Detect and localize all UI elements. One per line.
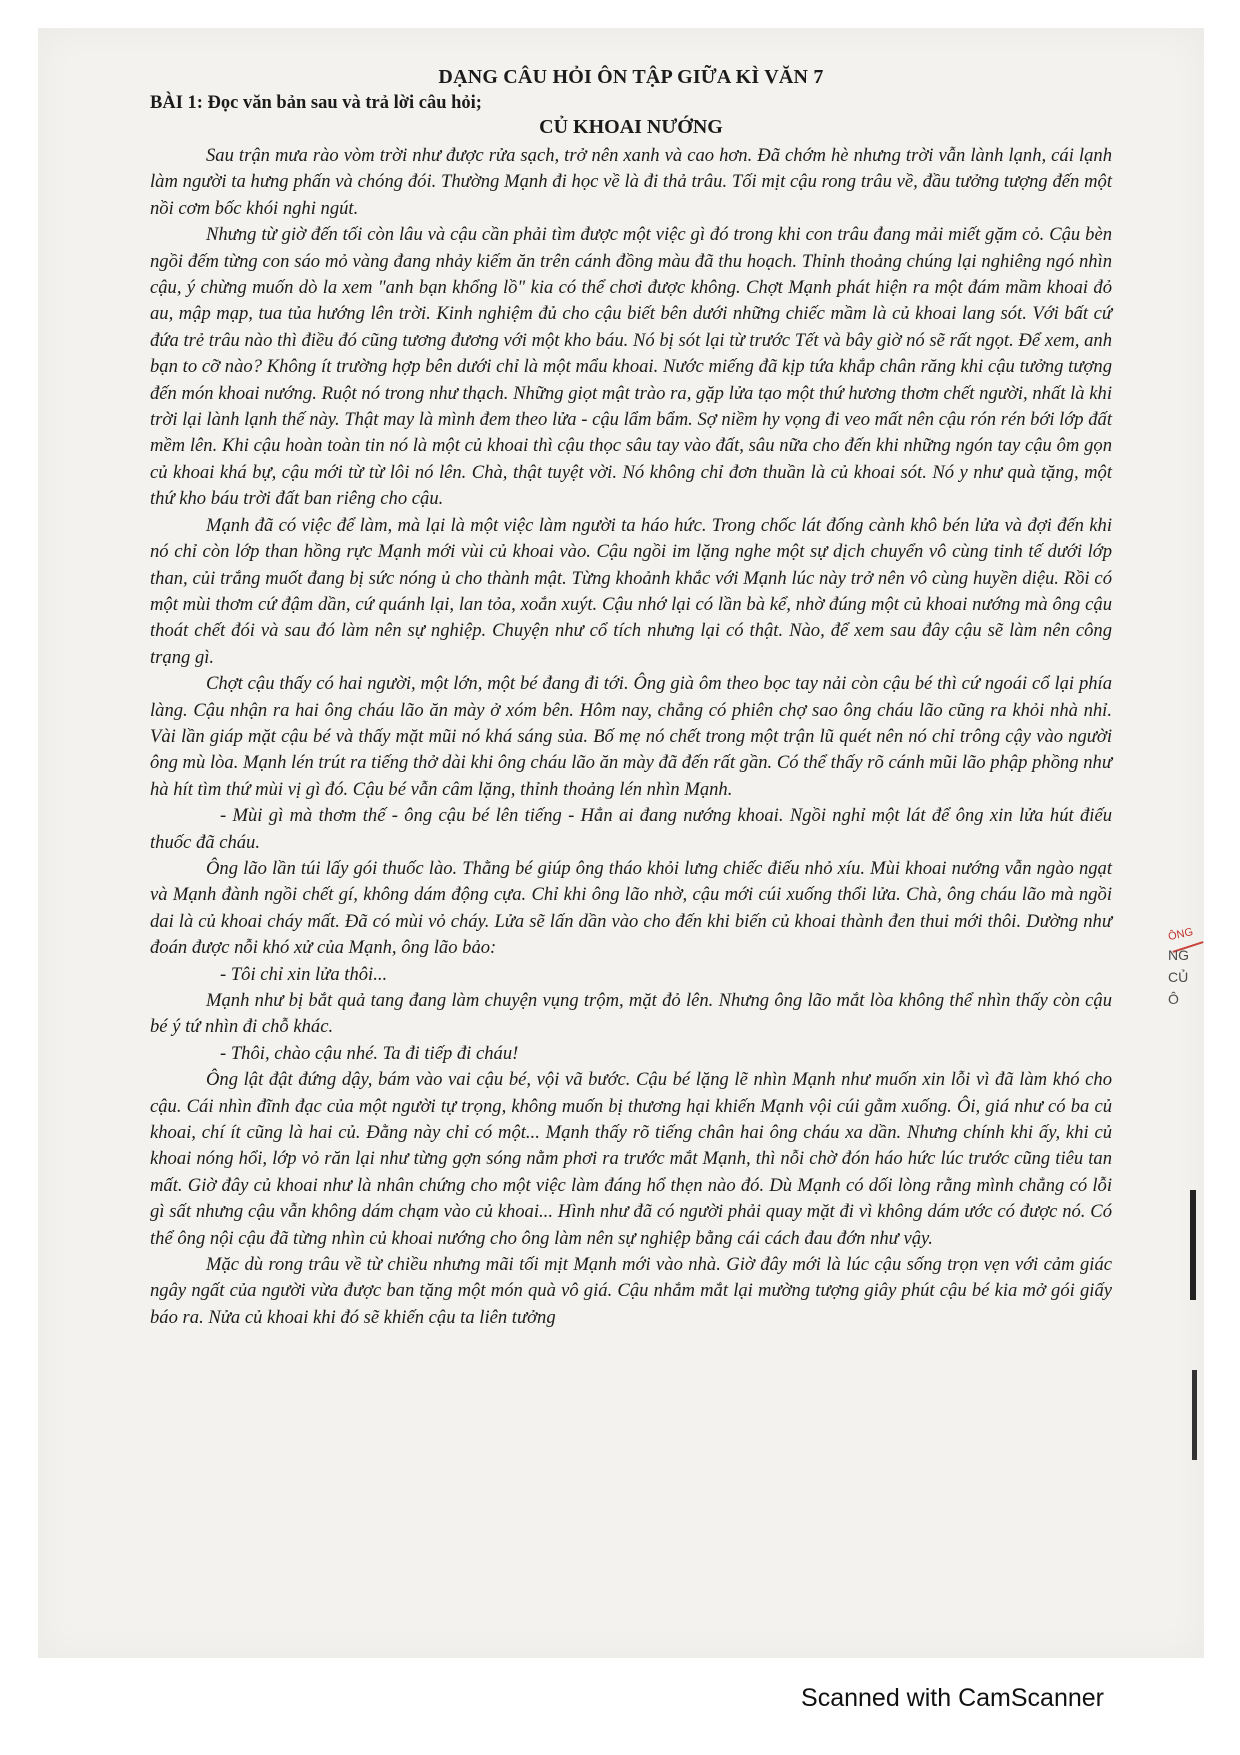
dialogue-line: - Thôi, chào cậu nhé. Ta đi tiếp đi cháu!	[220, 1042, 519, 1064]
margin-fragment: Ô	[1168, 991, 1179, 1007]
story-paragraph: Mạnh đã có việc để làm, mà lại là một việc làm người ta háo hức. Trong chốc lát đống cành khô bén lửa và đợi đến khi nó chỉ còn lớp than hồng rực Mạnh mới vùi củ khoai vào. Cậu ngồi im lặng nghe một sự dịch chuyển vô cùng tinh tế dưới lớp than, củi trắng muốt đang bị sức nóng ủ cho thành mật. Từng khoảnh khắc với Mạnh lúc này trở nên vô cùng huyền diệu. Rồi có một mùi thơm cứ đậm dần, cứ quánh lại, lan tỏa, xoắn xuýt. Cậu nhớ lại có lần bà kể, nhờ đúng một củ khoai nướng mà ông cậu thoát chết đói và sau đó làm nên sự nghiệp. Chuyện như cổ tích nhưng lại có thật. Nào, để xem sau đây cậu sẽ làm nên công trạng gì.	[150, 514, 1112, 668]
story-paragraph: Sau trận mưa rào vòm trời như được rửa sạch, trở nên xanh và cao hơn. Đã chớm hè nhưng trời vẫn lành lạnh, cái lạnh làm người ta hưng phấn và chóng đói. Thường Mạnh đi học về là đi thả trâu. Tối mịt cậu rong trâu về, đầu tưởng tượng đến một nồi cơm bốc khói nghi ngút.	[150, 145, 1112, 219]
right-margin-fragments	[1168, 922, 1208, 1010]
scan-edge-shadow	[1190, 1190, 1196, 1300]
story-paragraph: Mạnh như bị bắt quả tang đang làm chuyện vụng trộm, mặt đỏ lên. Nhưng ông lão mắt lòa không thể nhìn thấy còn cậu bé ý tứ nhìn đi chỗ khác.	[150, 990, 1112, 1038]
scan-edge-shadow	[1192, 1370, 1197, 1460]
margin-fragment: ÔNG	[1167, 926, 1195, 944]
margin-fragment: CỦ	[1168, 969, 1189, 985]
story-paragraph: Ông lão lần túi lấy gói thuốc lào. Thằng bé giúp ông tháo khỏi lưng chiếc điếu nhỏ xíu. Mùi khoai nướng vẫn ngào ngạt và Mạnh đành ngồi chết gí, không dám động cựa. Chỉ khi ông lão nhờ, cậu mới cúi xuống thổi lửa. Chà, ông cháu lão mà ngồi dai là củ khoai cháy mất. Đã có mùi vỏ cháy. Lửa sẽ lấn dần vào cho đến khi biến củ khoai thành đen thui mới thôi. Dường như đoán được nỗi khó xử của Mạnh, ông lão bảo:	[150, 857, 1112, 959]
camscanner-watermark: Scanned with CamScanner	[801, 1684, 1104, 1712]
story-paragraph: Ông lật đật đứng dậy, bám vào vai cậu bé, vội vã bước. Cậu bé lặng lẽ nhìn Mạnh như muốn xin lỗi vì đã làm khó cho cậu. Cái nhìn đĩnh đạc của một người tự trọng, không muốn bị thương hại khiến Mạnh vội cúi gằm xuống. Ôi, giá như có ba củ khoai, chí ít cũng là hai củ. Đằng này chỉ có một... Mạnh thấy rõ tiếng chân hai ông cháu xa dần. Nhưng chính khi ấy, khi củ khoai nóng hổi, lớp vỏ răn lại như từng gợn sóng nằm phơi ra trước mắt Mạnh, thì nỗi chờ đón háo hức lúc trước cũng tiêu tan mất. Giờ đây củ khoai như là nhân chứng cho một việc làm đáng hổ thẹn nào đó. Dù Mạnh có dối lòng rằng mình chẳng có lỗi gì sất nhưng cậu vẫn không dám chạm vào củ khoai... Hình như đã có người phải quay mặt đi vì không dám ước có được nó. Có thể ông nội cậu đã từng nhìn củ khoai nướng cho ông làm nên sự nghiệp bằng cái cách đau đớn như vậy.	[150, 1069, 1112, 1249]
document-body	[150, 44, 1112, 1331]
story-paragraph: Nhưng từ giờ đến tối còn lâu và cậu cần phải tìm được một việc gì đó trong khi con trâu đang mải miết gặm cỏ. Cậu bèn ngồi đếm từng con sáo mỏ vàng đang nhảy kiếm ăn trên cánh đồng màu đã thu hoạch. Thỉnh thoảng chúng lại nghiêng ngó nhìn cậu, ý chừng muốn dò la xem "anh bạn khổng lồ" kia có thể chơi được không. Chợt Mạnh phát hiện ra một đám mầm khoai đỏ au, mập mạp, tua tủa hướng lên trời. Kinh nghiệm đủ cho cậu biết bên dưới những chiếc mầm là củ khoai lang sót. Với bất cứ đứa trẻ trâu nào thì điều đó cũng tương đương với một kho báu. Nó bị sót lại từ trước Tết và bây giờ nó sẽ rất ngọt. Để xem, anh bạn to cỡ nào? Không ít trường hợp bên dưới chỉ là một mẩu khoai. Nước miếng đã kịp tứa khắp chân răng khi cậu tưởng tượng đến món khoai nướng. Ruột nó trong như thạch. Những giọt mật trào ra, gặp lửa tạo một thứ hương thơm chết người, nhất là khi trời lại lành lạnh thế này. Thật may là mình đem theo lửa - cậu lẩm bẩm. Sợ niềm hy vọng đi veo mất nên cậu rón rén bới lớp đất mềm lên. Khi cậu hoàn toàn tin nó là một củ khoai thì cậu thọc sâu tay vào đất, sâu nữa cho đến khi những ngón tay cậu ôm gọn củ khoai khá bự, cậu mới từ từ lôi nó lên. Chà, thật tuyệt vời. Nó không chỉ đơn thuần là củ khoai sót. Nó y như quà tặng, một thứ kho báu trời đất ban riêng cho cậu.	[150, 224, 1112, 510]
margin-fragment: NG	[1168, 947, 1189, 963]
dialogue-line: - Tôi chỉ xin lửa thôi...	[220, 963, 388, 985]
story-paragraph: Chợt cậu thấy có hai người, một lớn, một bé đang đi tới. Ông già ôm theo bọc tay nải còn cậu bé thì cứ ngoái cổ lại phía làng. Cậu nhận ra hai ông cháu lão ăn mày ở xóm bên. Hôm nay, chẳng có phiên chợ sao ông cháu lão cũng ra khỏi nhà nhỉ. Vài lần giáp mặt cậu bé và thấy mặt mũi nó khá sáng sủa. Bố mẹ nó chết trong một trận lũ quét nên nó chỉ trông cậy vào người ông mù lòa. Mạnh lén trút ra tiếng thở dài khi ông cháu lão ăn mày đã đến rất gần. Có thể thấy rõ cánh mũi lão phập phồng như hà hít tìm thứ mùi vị gì đó. Cậu bé vẫn câm lặng, thỉnh thoảng lén nhìn Mạnh.	[150, 673, 1112, 800]
document-title: DẠNG CÂU HỎI ÔN TẬP GIỮA KÌ VĂN 7	[438, 66, 824, 88]
story-title: CỦ KHOAI NƯỚNG	[539, 116, 723, 138]
exercise-heading: BÀI 1: Đọc văn bản sau và trả lời câu hỏi;	[150, 93, 482, 113]
story-paragraph: Mặc dù rong trâu về từ chiều nhưng mãi tối mịt Mạnh mới vào nhà. Giờ đây mới là lúc cậu sống trọn vẹn với cảm giác ngây ngất của người vừa được ban tặng một món quà vô giá. Cậu nhắm mắt lại mường tượng giây phút cậu bé kia mở gói giấy báo ra. Nửa củ khoai khi đó sẽ khiến cậu ta liên tưởng	[150, 1254, 1112, 1328]
dialogue-line: - Mùi gì mà thơm thế - ông cậu bé lên tiếng - Hẳn ai đang nướng khoai. Ngồi nghỉ một lát để ông xin lửa hút điếu thuốc đã cháu.	[150, 805, 1112, 853]
